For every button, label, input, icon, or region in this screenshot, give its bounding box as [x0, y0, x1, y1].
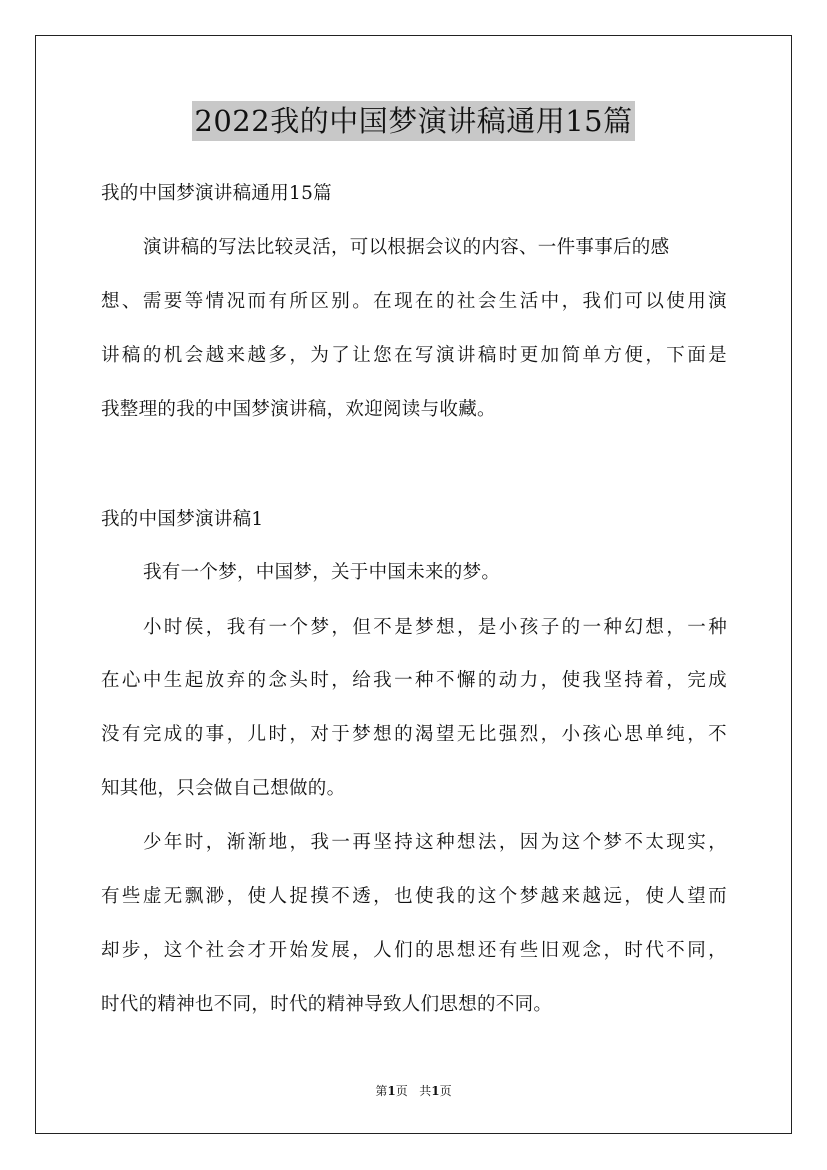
- paragraph-line: 在心中生起放弃的念头时，给我一种不懈的动力，使我坚持着，完成: [101, 670, 727, 691]
- total-label-suffix: 页: [439, 1084, 452, 1098]
- intro-line: 我整理的我的中国梦演讲稿，欢迎阅读与收藏。: [101, 399, 496, 420]
- paragraph-line: 却步，这个社会才开始发展，人们的思想还有些旧观念，时代不同，: [101, 940, 727, 961]
- paragraph-line: 知其他，只会做自己想做的。: [101, 778, 346, 799]
- paragraph-line: 我有一个梦，中国梦，关于中国未来的梦。: [143, 562, 501, 583]
- paragraph-line: 时代的精神也不同，时代的精神导致人们思想的不同。: [101, 994, 553, 1015]
- paragraph-line: 没有完成的事，儿时，对于梦想的渴望无比强烈，小孩心思单纯，不: [101, 724, 727, 745]
- paragraph-line: 小时侯，我有一个梦，但不是梦想，是小孩子的一种幻想，一种: [143, 617, 727, 638]
- page-number: 1: [387, 1084, 396, 1098]
- document-subtitle: 我的中国梦演讲稿通用15篇: [101, 183, 332, 204]
- paragraph-line: 有些虚无飘渺，使人捉摸不透，也使我的这个梦越来越远，使人望而: [101, 886, 727, 907]
- intro-line: 想、需要等情况而有所区别。在现在的社会生活中，我们可以使用演: [101, 291, 727, 312]
- title-container: [0, 101, 827, 141]
- section-heading: 我的中国梦演讲稿1: [101, 509, 264, 530]
- intro-line: 讲稿的机会越来越多，为了让您在写演讲稿时更加简单方便，下面是: [101, 345, 727, 366]
- total-pages: 1: [431, 1084, 440, 1098]
- page-label-prefix: 第: [375, 1084, 388, 1098]
- page-footer: [0, 1083, 827, 1099]
- paragraph-line: 少年时，渐渐地，我一再坚持这种想法，因为这个梦不太现实，: [143, 832, 727, 853]
- page-label-suffix: 页: [395, 1084, 408, 1098]
- document-title: 2022我的中国梦演讲稿通用15篇: [192, 101, 634, 141]
- total-label-prefix: 共: [419, 1084, 432, 1098]
- intro-line: 演讲稿的写法比较灵活，可以根据会议的内容、一件事事后的感: [143, 237, 670, 258]
